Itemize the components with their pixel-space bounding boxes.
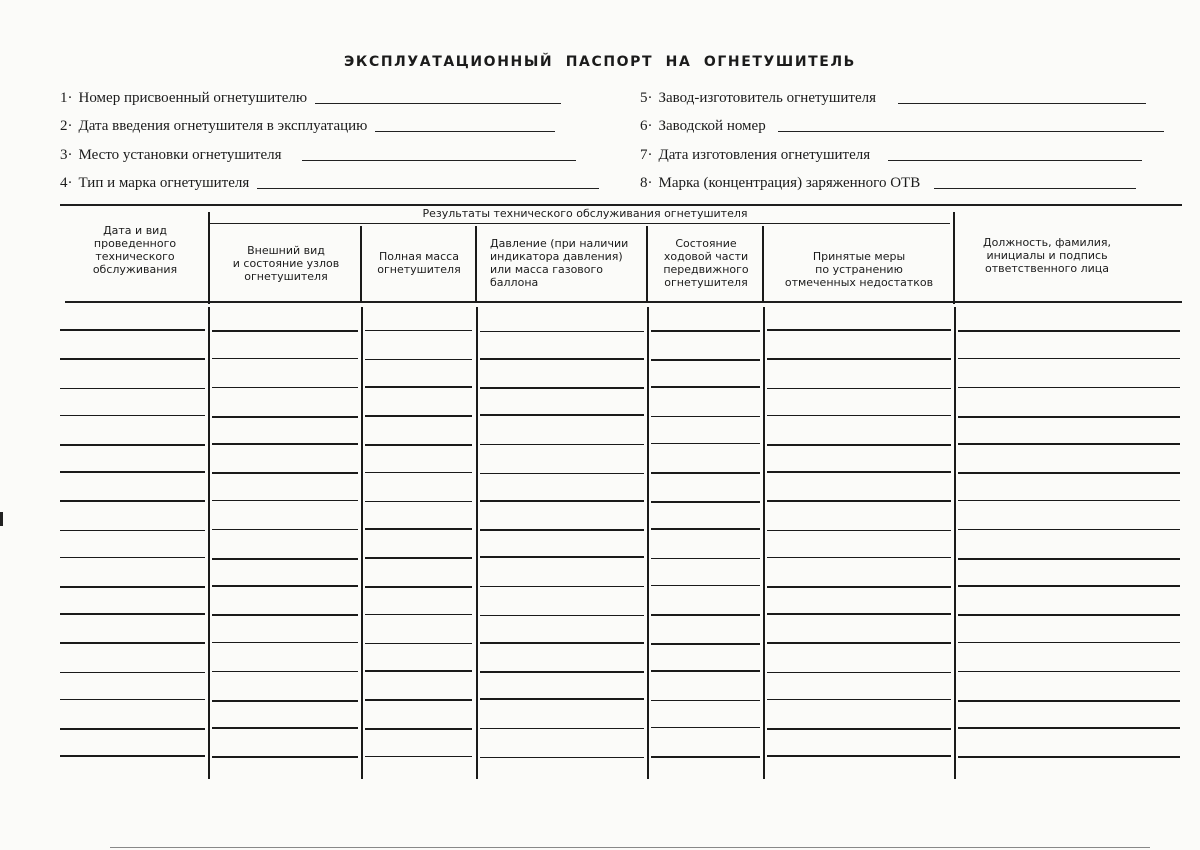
blank-row-line[interactable] [212, 727, 358, 729]
blank-row-line[interactable] [60, 699, 205, 701]
blank-row-line[interactable] [365, 330, 472, 332]
field-label: Дата изготовления огнетушителя [658, 147, 871, 163]
fill-line[interactable] [257, 188, 599, 189]
header-line: передвижного [663, 263, 749, 276]
col-divider [762, 226, 764, 302]
header-line: и состояние узлов [232, 257, 340, 270]
field-commissioning-date [60, 118, 555, 135]
blank-row-line[interactable] [365, 728, 472, 730]
header-line: огнетушителя [664, 276, 748, 289]
field-number: 6· [640, 118, 653, 134]
fill-line[interactable] [888, 160, 1142, 161]
field-number: 2· [60, 118, 73, 134]
header-line: или масса газового [490, 263, 604, 276]
blank-row-line[interactable] [365, 586, 472, 588]
blank-row-line[interactable] [480, 529, 644, 531]
blank-row-line[interactable] [651, 558, 760, 560]
page-bottom-rule [110, 847, 1150, 848]
blank-row-line[interactable] [480, 728, 644, 730]
blank-row-line[interactable] [60, 415, 205, 417]
blank-row-line[interactable] [958, 472, 1180, 474]
blank-row-line[interactable] [958, 642, 1180, 644]
blank-row-line[interactable] [212, 416, 358, 418]
blank-row-line[interactable] [212, 700, 358, 702]
blank-row-line[interactable] [480, 671, 644, 673]
blank-row-line[interactable] [212, 472, 358, 474]
blank-row-line[interactable] [767, 672, 951, 674]
blank-row-line[interactable] [958, 529, 1180, 531]
fill-line[interactable] [302, 160, 576, 161]
blank-row-line[interactable] [365, 756, 472, 758]
blank-row-line[interactable] [60, 586, 205, 588]
blank-row-line[interactable] [767, 329, 951, 331]
blank-row-line[interactable] [651, 359, 760, 361]
blank-row-line[interactable] [212, 358, 358, 360]
col-divider [361, 307, 363, 779]
field-number: 1· [60, 90, 73, 106]
field-number: 3· [60, 147, 73, 163]
header-line: технического [95, 250, 175, 263]
header-line: Внешний вид [247, 244, 325, 257]
blank-row-line[interactable] [365, 501, 472, 503]
blank-row-line[interactable] [651, 443, 760, 445]
col-divider [208, 307, 210, 779]
header-line: Давление (при наличии [490, 237, 629, 250]
blank-row-line[interactable] [480, 444, 644, 446]
header-line: отмеченных недостатков [784, 276, 934, 289]
blank-row-line[interactable] [651, 472, 760, 474]
blank-row-line[interactable] [767, 444, 951, 446]
field-label: Место установки огнетушителя [78, 147, 282, 163]
edge-mark [0, 512, 3, 526]
blank-row-line[interactable] [480, 500, 644, 502]
blank-row-line[interactable] [365, 670, 472, 672]
blank-row-line[interactable] [767, 586, 951, 588]
blank-row-line[interactable] [767, 388, 951, 390]
blank-row-line[interactable] [60, 358, 205, 360]
header-line: по устранению [815, 263, 903, 276]
field-label: Дата введения огнетушителя в эксплуатацию [78, 118, 368, 134]
blank-row-line[interactable] [651, 528, 760, 530]
field-label: Завод-изготовитель огнетушителя [658, 90, 877, 106]
blank-row-line[interactable] [212, 500, 358, 502]
blank-row-line[interactable] [651, 330, 760, 332]
blank-row-line[interactable] [365, 614, 472, 616]
blank-row-line[interactable] [480, 556, 644, 558]
blank-row-line[interactable] [365, 472, 472, 474]
blank-row-line[interactable] [651, 585, 760, 587]
header-line: огнетушителя [377, 263, 461, 276]
blank-row-line[interactable] [60, 613, 205, 615]
group-header: Результаты технического обслуживания огнетушителя [422, 207, 748, 220]
blank-row-line[interactable] [212, 642, 358, 644]
document-title: ЭКСПЛУАТАЦИОННЫЙ ПАСПОРТ НА ОГНЕТУШИТЕЛЬ [344, 54, 856, 70]
blank-row-line[interactable] [365, 643, 472, 645]
blank-row-line[interactable] [212, 614, 358, 616]
blank-row-line[interactable] [480, 698, 644, 700]
col-divider [208, 212, 210, 304]
blank-row-line[interactable] [958, 558, 1180, 560]
group-header-rule [210, 223, 950, 224]
header-line: Полная масса [379, 250, 459, 263]
blank-row-line[interactable] [60, 530, 205, 532]
header-line: Состояние [675, 237, 737, 250]
maintenance-table [60, 204, 1182, 784]
col-divider [476, 307, 478, 779]
header-full-mass [362, 250, 476, 276]
blank-row-line[interactable] [365, 444, 472, 446]
blank-row-line[interactable] [767, 415, 951, 417]
field-number: 4· [60, 175, 73, 191]
blank-row-line[interactable] [480, 473, 644, 475]
fill-line[interactable] [375, 131, 555, 132]
blank-row-line[interactable] [480, 615, 644, 617]
blank-row-line[interactable] [60, 500, 205, 502]
header-line: ходовой части [663, 250, 749, 263]
blank-row-line[interactable] [60, 642, 205, 644]
field-installation-place [60, 147, 576, 164]
field-type-brand [60, 175, 599, 192]
blank-row-line[interactable] [365, 415, 472, 417]
blank-row-line[interactable] [767, 557, 951, 559]
blank-row-line[interactable] [365, 528, 472, 530]
field-number: 5· [640, 90, 653, 106]
col-divider [360, 226, 362, 302]
blank-row-line[interactable] [958, 387, 1180, 389]
blank-row-line[interactable] [651, 700, 760, 702]
blank-row-line[interactable] [212, 529, 358, 531]
blank-row-line[interactable] [480, 358, 644, 360]
blank-row-line[interactable] [767, 699, 951, 701]
blank-row-line[interactable] [365, 359, 472, 361]
blank-row-line[interactable] [651, 416, 760, 418]
header-bottom-rule [65, 301, 1182, 303]
blank-row-line[interactable] [958, 416, 1180, 418]
blank-row-line[interactable] [767, 358, 951, 360]
field-label: Номер присвоенный огнетушителю [78, 90, 308, 106]
fill-line[interactable] [778, 131, 1164, 132]
blank-row-line[interactable] [767, 613, 951, 615]
fill-line[interactable] [315, 103, 561, 104]
blank-row-line[interactable] [60, 672, 205, 674]
blank-row-line[interactable] [651, 501, 760, 503]
blank-row-line[interactable] [480, 642, 644, 644]
blank-row-line[interactable] [958, 700, 1180, 702]
blank-row-line[interactable] [958, 358, 1180, 360]
header-appearance [210, 244, 362, 283]
col-divider [475, 226, 477, 302]
header-measures [764, 250, 954, 289]
blank-row-line[interactable] [480, 331, 644, 333]
field-number: 7· [640, 147, 653, 163]
blank-row-line[interactable] [767, 530, 951, 532]
blank-row-line[interactable] [651, 643, 760, 645]
blank-row-line[interactable] [651, 727, 760, 729]
blank-row-line[interactable] [958, 671, 1180, 673]
field-label: Тип и марка огнетушителя [78, 175, 250, 191]
blank-row-line[interactable] [365, 557, 472, 559]
header-line: инициалы и подпись [986, 249, 1108, 262]
blank-row-line[interactable] [212, 443, 358, 445]
header-line: огнетушителя [244, 270, 328, 283]
field-number: 8· [640, 175, 653, 191]
blank-row-line[interactable] [767, 642, 951, 644]
blank-row-line[interactable] [767, 728, 951, 730]
field-agent-brand [640, 175, 1136, 192]
blank-row-line[interactable] [480, 757, 644, 759]
header-date-type [60, 224, 210, 276]
blank-row-line[interactable] [60, 755, 205, 757]
field-label: Марка (концентрация) заряженного ОТВ [658, 175, 921, 191]
blank-row-line[interactable] [60, 728, 205, 730]
blank-row-line[interactable] [212, 330, 358, 332]
blank-row-line[interactable] [651, 614, 760, 616]
blank-row-line[interactable] [212, 558, 358, 560]
blank-row-line[interactable] [365, 699, 472, 701]
header-line: ответственного лица [984, 262, 1110, 275]
blank-row-line[interactable] [480, 586, 644, 588]
header-chassis [648, 237, 764, 289]
blank-row-line[interactable] [958, 756, 1180, 758]
table-top-rule [60, 204, 1182, 206]
blank-row-line[interactable] [60, 444, 205, 446]
blank-row-line[interactable] [212, 387, 358, 389]
blank-row-line[interactable] [958, 585, 1180, 587]
field-manufacture-date [640, 147, 1142, 164]
blank-row-line[interactable] [958, 614, 1180, 616]
blank-row-line[interactable] [651, 386, 760, 388]
fill-line[interactable] [934, 188, 1136, 189]
blank-row-line[interactable] [60, 471, 205, 473]
field-manufacturer [640, 90, 1146, 107]
header-line: проведенного [93, 237, 177, 250]
header-responsible-person [954, 236, 1140, 275]
header-line: Должность, фамилия, [982, 236, 1111, 249]
col-divider [647, 307, 649, 779]
col-divider [953, 212, 955, 304]
blank-row-line[interactable] [767, 500, 951, 502]
header-line: индикатора давления) [490, 250, 623, 263]
header-line: Принятые меры [812, 250, 906, 263]
field-label: Заводской номер [658, 118, 766, 134]
blank-row-line[interactable] [651, 670, 760, 672]
blank-row-line[interactable] [60, 329, 205, 331]
field-extinguisher-number [60, 90, 561, 107]
col-divider [763, 307, 765, 779]
blank-row-line[interactable] [212, 671, 358, 673]
field-serial-number [640, 118, 1164, 135]
fill-line[interactable] [898, 103, 1146, 104]
blank-row-line[interactable] [767, 755, 951, 757]
blank-row-line[interactable] [958, 727, 1180, 729]
blank-row-line[interactable] [212, 756, 358, 758]
header-line: обслуживания [92, 263, 178, 276]
blank-row-line[interactable] [958, 330, 1180, 332]
blank-row-line[interactable] [958, 443, 1180, 445]
blank-row-line[interactable] [212, 585, 358, 587]
blank-row-line[interactable] [480, 414, 644, 416]
blank-row-line[interactable] [651, 756, 760, 758]
header-pressure [476, 237, 648, 289]
blank-row-line[interactable] [60, 388, 205, 390]
blank-row-line[interactable] [958, 500, 1180, 502]
header-line: баллона [490, 276, 539, 289]
col-divider [954, 307, 956, 779]
col-divider [646, 226, 648, 302]
blank-row-line[interactable] [767, 471, 951, 473]
blank-row-line[interactable] [480, 387, 644, 389]
header-line: Дата и вид [103, 224, 167, 237]
blank-row-line[interactable] [365, 386, 472, 388]
blank-row-line[interactable] [60, 557, 205, 559]
